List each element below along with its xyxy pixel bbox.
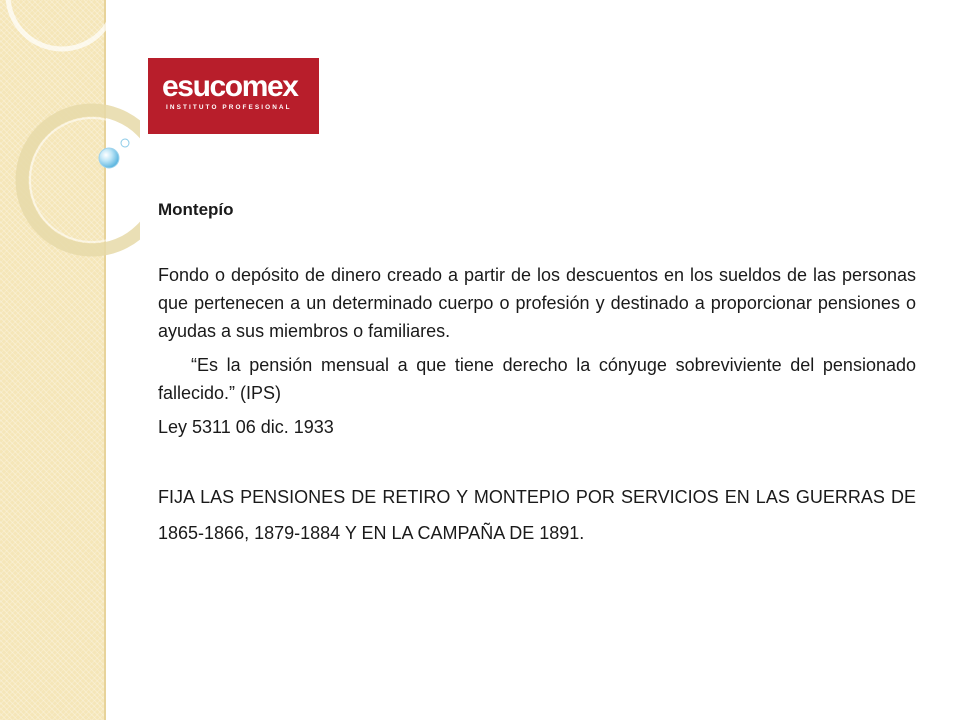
definition-paragraph: Fondo o depósito de dinero creado a partir de los descuentos en los sueldos de las personas que pertenecen a un determinado cuerpo o profesión y destinado a proporcionar pensiones o ayudas a sus miembros o familiares.	[158, 265, 916, 341]
small-bubble-icon	[121, 139, 129, 147]
quote-paragraph: “Es la pensión mensual a que tiene derecho la cónyuge sobreviviente del pensionado fallecido.” (IPS)	[158, 355, 916, 403]
law-reference: Ley 5311 06 dic. 1933	[158, 417, 334, 437]
large-ring-icon	[22, 110, 140, 250]
top-ring-icon	[8, 0, 116, 49]
blue-bubble-icon	[99, 148, 119, 168]
decorative-rings	[0, 0, 140, 300]
logo-name: esucomex	[162, 70, 298, 103]
law-title: FIJA LAS PENSIONES DE RETIRO Y MONTEPIO POR SERVICIOS EN LAS GUERRAS DE 1865-1866, 1879-1884 Y EN LA CAMPAÑA DE 1891.	[158, 487, 916, 543]
logo-subtitle: INSTITUTO PROFESIONAL	[166, 104, 292, 111]
slide-content	[158, 196, 916, 551]
esucomex-logo	[148, 58, 319, 134]
inner-ring-icon	[30, 118, 140, 242]
slide-title: Montepío	[158, 200, 234, 219]
